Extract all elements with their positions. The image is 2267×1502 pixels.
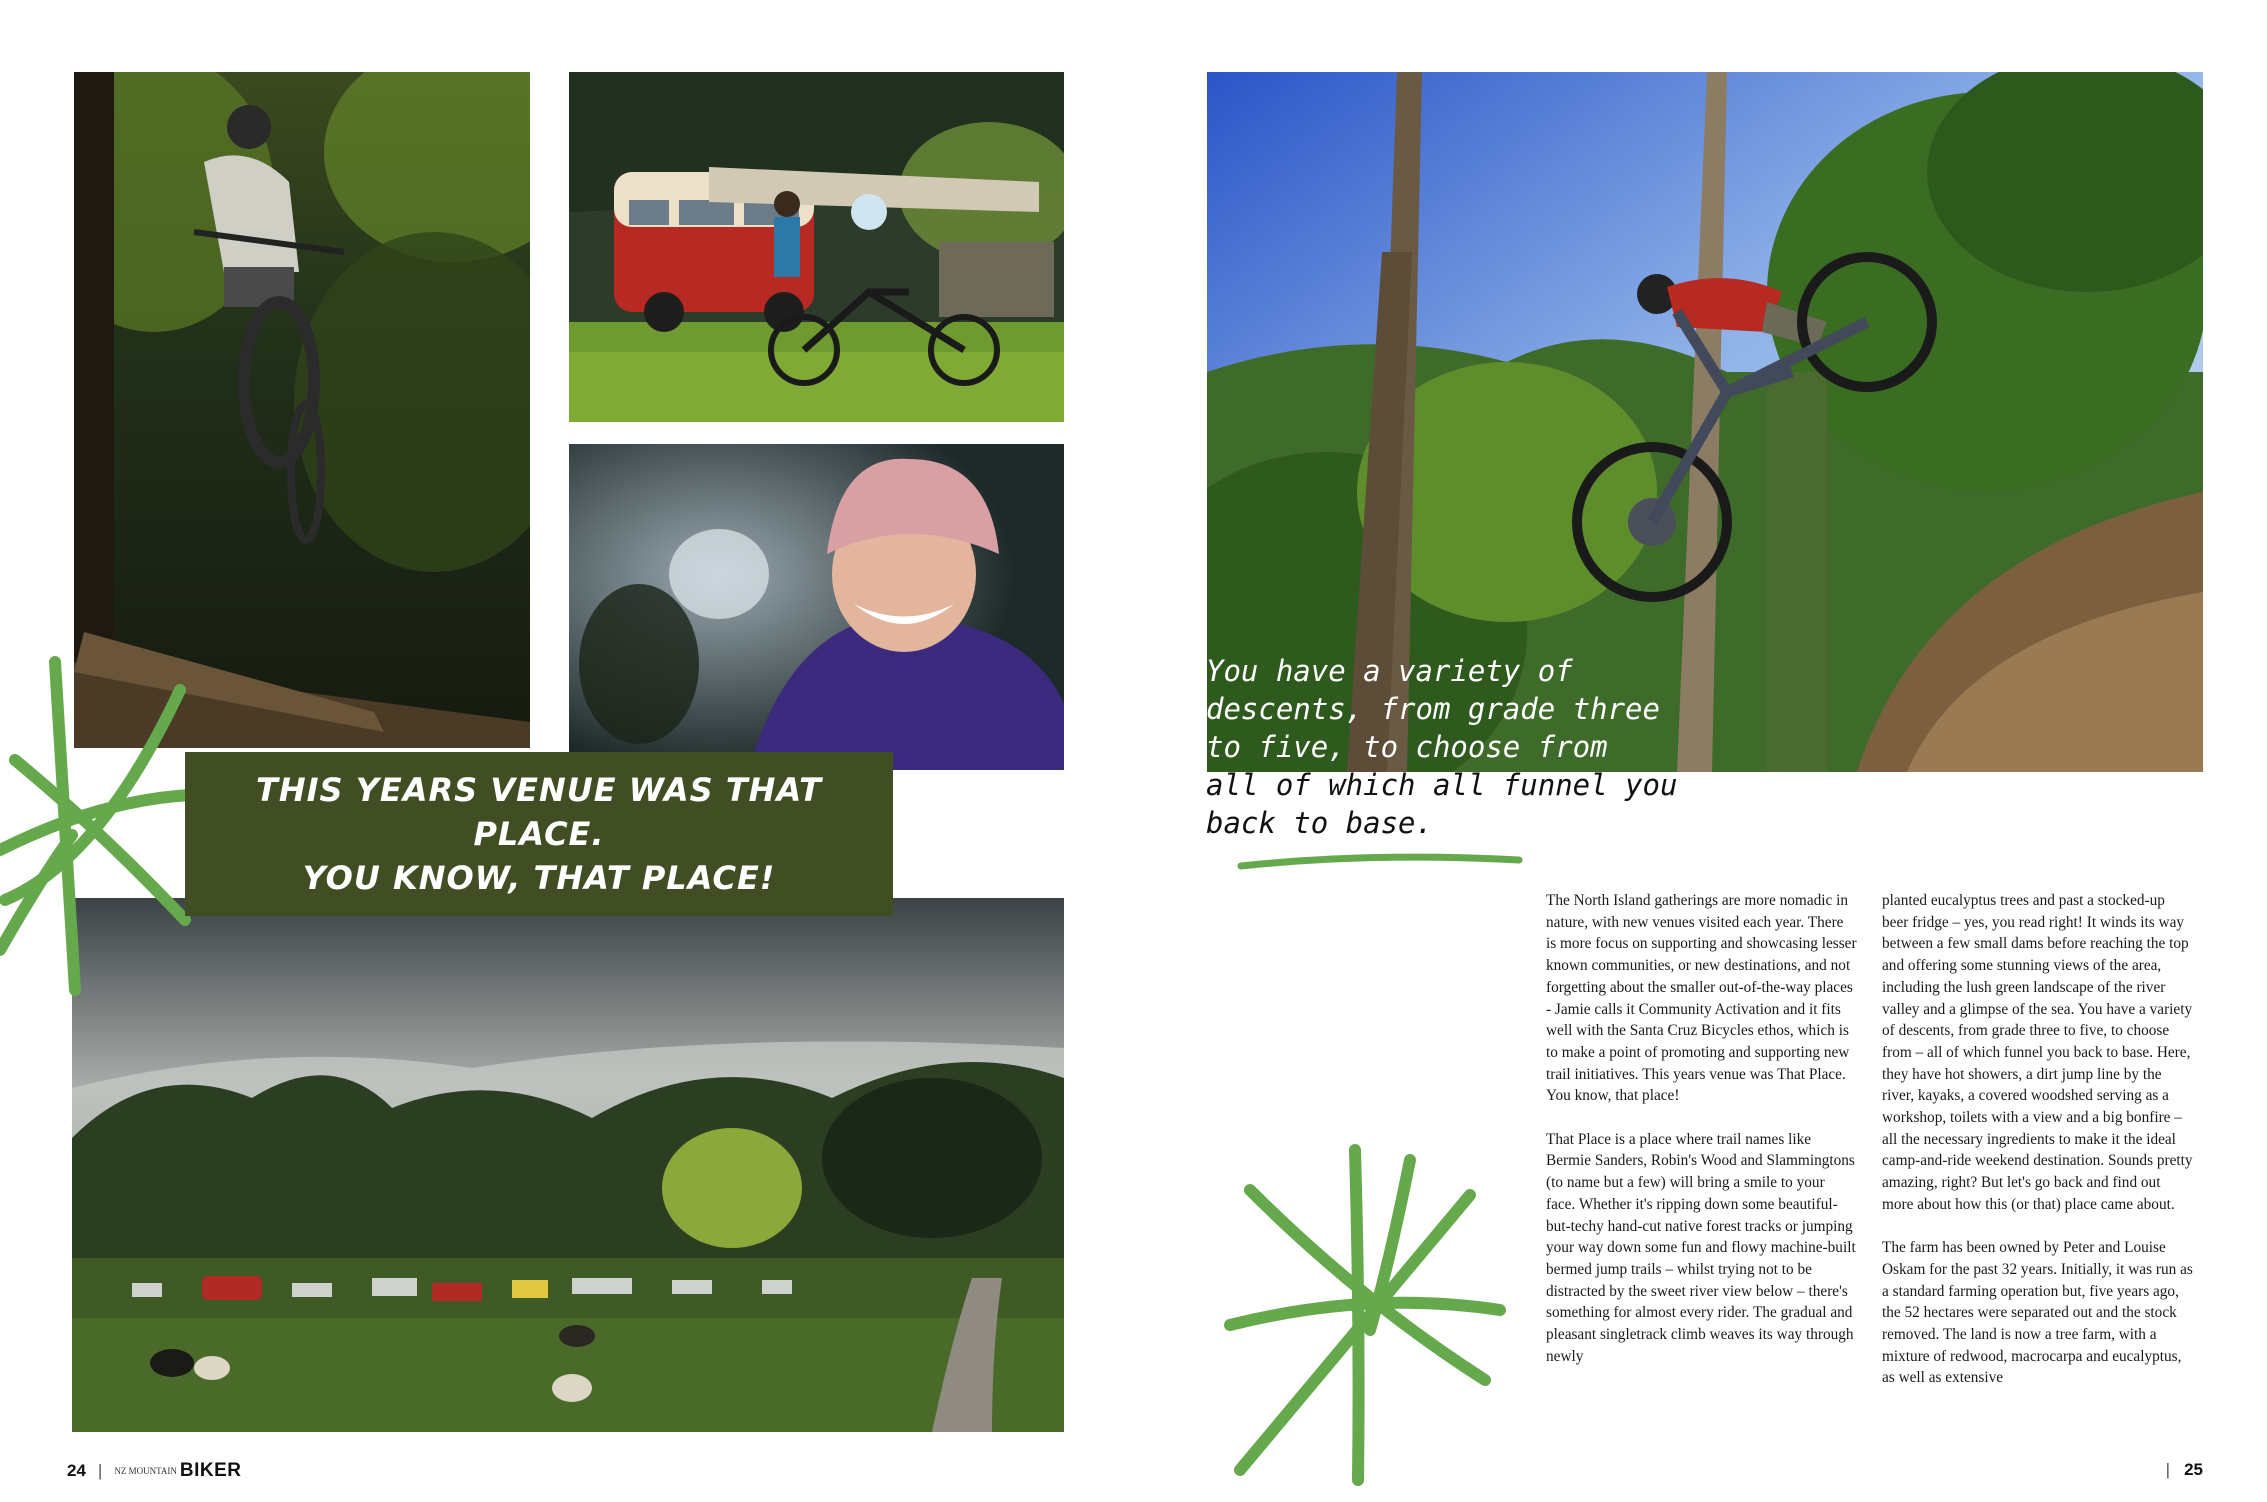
page-number-left: 24	[67, 1461, 86, 1480]
article-paragraph: planted eucalyptus trees and past a stocked-up beer fridge – yes, you read right! It winds its way between a few small dams before reaching the top and offering some stunning views of the area, including the lush green landscape of the river valley and a glimpse of the sea. You have a variety of descents, from grade three to five, to choose from – all of which funnel you back to base. Here, they have hot showers, a dirt jump line by the river, kayaks, a covered woodshed serving as a workshop, toilets with a view and a big bonfire – all the necessary ingredients to make it the ideal camp-and-ride weekend destination. Sounds pretty amazing, right? But let's go back and find out more about how this (or that) place came about.	[1882, 892, 2193, 1213]
folio-divider: |	[97, 1461, 103, 1480]
caption-line3: to five, to choose from	[1206, 730, 1608, 764]
photo-vintage-bus-campsite	[569, 72, 1064, 422]
green-star-brush-right	[1220, 1140, 1510, 1490]
folio-left	[67, 1460, 242, 1482]
pull-quote-box	[185, 752, 893, 916]
article-column-2	[1882, 890, 2193, 1411]
folio-right	[2166, 1460, 2203, 1480]
pull-quote-line2: YOU KNOW, THAT PLACE!	[302, 859, 776, 897]
article-paragraph: That Place is a place where trail names like Bermie Sanders, Robin's Wood and Slammingtons (to name but a few) will bring a smile to your face. Whether it's ripping down some beautiful-but-techy hand-cut native forest tracks or jumping your way down some fun and flowy machine-built bermed jump trails – whilst trying not to be distracted by the sweet river view below – there's something for almost every rider. The gradual and pleasant singletrack climb weaves its way through newly	[1546, 1130, 1856, 1365]
pull-quote-line1: THIS YEARS VENUE WAS THAT PLACE.	[256, 771, 822, 853]
caption-line5: back to base.	[1206, 806, 1433, 840]
caption-line4: all of which all funnel you	[1206, 768, 1678, 802]
photo-smiling-woman-beanie	[569, 444, 1064, 770]
folio-divider: |	[2165, 1460, 2171, 1479]
caption-line1: You have a variety of	[1206, 654, 1573, 688]
caption-line2: descents, from grade three	[1206, 692, 1660, 726]
handwritten-caption	[1206, 652, 1726, 842]
magazine-logo-small: NZ MOUNTAIN	[114, 1465, 177, 1476]
page-number-right: 25	[2184, 1460, 2203, 1479]
article-paragraph: The North Island gatherings are more nomadic in nature, with new venues visited each year. There is more focus on supporting and showcasing lesser known communities, or new destinations, and not forgetting about the smaller out-of-the-way places - Jamie calls it Community Activation and it fits well with the Santa Cruz Bicycles ethos, which is to make a point of promoting and supporting new trail initiatives. This years venue was That Place. You know, that place!	[1546, 892, 1857, 1105]
magazine-logo: BIKER	[179, 1460, 242, 1481]
article-paragraph: The farm has been owned by Peter and Louise Oskam for the past 32 years. Initially, it was run as a standard farming operation but, five years ago, the 52 hectares were separated out and the stock removed. The land is now a tree farm, with a mixture of redwood, macrocarpa and eucalyptus, as well as extensive	[1882, 1239, 2193, 1387]
photo-rider-jumping-forest	[74, 72, 530, 748]
caption-underline-stroke	[1235, 850, 1525, 874]
article-column-1	[1546, 890, 1857, 1389]
